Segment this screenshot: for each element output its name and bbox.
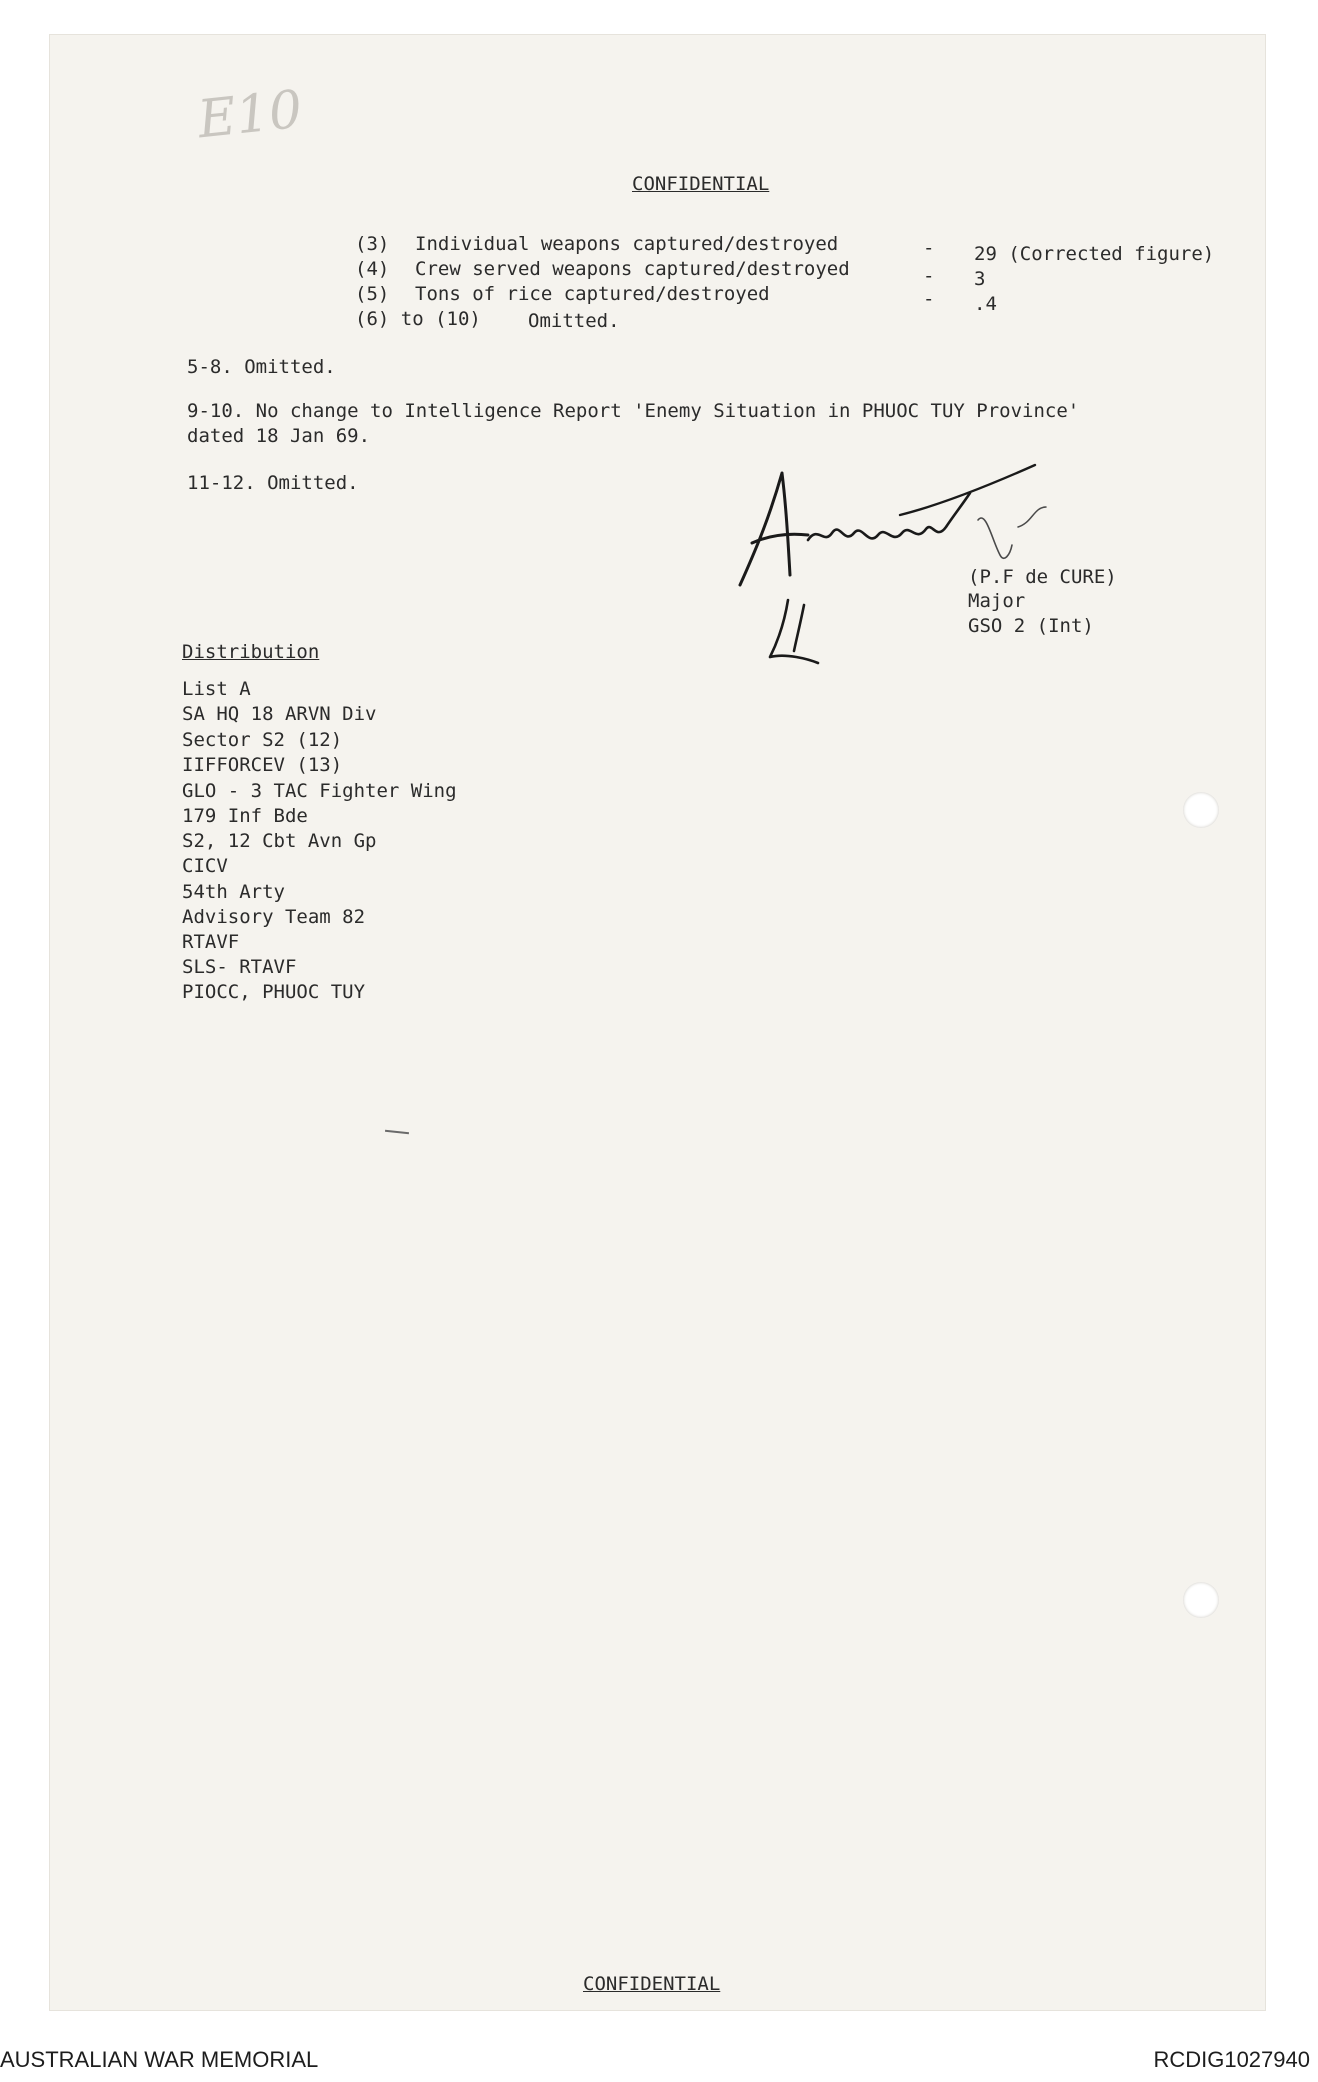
distribution-entry: Advisory Team 82	[182, 906, 366, 928]
archive-credit: AUSTRALIAN WAR MEMORIAL	[0, 2047, 319, 2072]
item-4-text: Crew served weapons captured/destroyed	[415, 258, 850, 280]
signatory-appointment: GSO 2 (Int)	[968, 615, 1094, 637]
distribution-entry: GLO - 3 TAC Fighter Wing	[182, 780, 457, 802]
distribution-entry: PIOCC, PHUOC TUY	[182, 981, 366, 1003]
item-3-number: (3)	[355, 233, 390, 255]
distribution-entry: SA HQ 18 ARVN Div	[182, 703, 377, 725]
item-4-dash: -	[923, 265, 935, 287]
header-classification: CONFIDENTIAL	[632, 173, 770, 195]
distribution-entry: Sector S2 (12)	[182, 729, 343, 751]
distribution-entry: SLS- RTAVF	[182, 956, 297, 978]
pencil-annotation: E10	[195, 79, 305, 151]
signatory-rank: Major	[968, 590, 1026, 612]
item-3-text: Individual weapons captured/destroyed	[415, 233, 839, 255]
distribution-entry: CICV	[182, 855, 228, 877]
item-6-10-text: Omitted.	[528, 310, 620, 332]
item-5-text: Tons of rice captured/destroyed	[415, 283, 770, 305]
item-6-10-number: (6) to (10)	[355, 308, 481, 330]
archive-reference: RCDIG1027940	[1153, 2047, 1310, 2072]
handwritten-signature	[700, 445, 1260, 685]
punch-hole-top	[1183, 792, 1219, 828]
item-5-value: .4	[974, 293, 997, 315]
punch-hole-bottom	[1183, 1582, 1219, 1618]
distribution-heading: Distribution	[182, 641, 320, 663]
distribution-entry: 179 Inf Bde	[182, 805, 308, 827]
distribution-entry: IIFFORCEV (13)	[182, 754, 343, 776]
item-3-dash: -	[923, 237, 935, 259]
item-5-dash: -	[923, 288, 935, 310]
para-5-8: 5-8. Omitted.	[187, 356, 336, 378]
para-11-12: 11-12. Omitted.	[187, 472, 359, 494]
distribution-entry: RTAVF	[182, 931, 240, 953]
stray-mark	[385, 1130, 409, 1134]
document-page	[50, 35, 1265, 2010]
item-5-number: (5)	[355, 283, 390, 305]
item-4-value: 3	[974, 268, 986, 290]
distribution-entry: 54th Arty	[182, 881, 285, 903]
para-9-10-line2: dated 18 Jan 69.	[187, 425, 371, 447]
footer-classification: CONFIDENTIAL	[583, 1973, 721, 1995]
signatory-name: (P.F de CURE)	[968, 566, 1117, 588]
item-4-number: (4)	[355, 258, 390, 280]
item-3-value: 29 (Corrected figure)	[974, 243, 1215, 265]
distribution-entry: S2, 12 Cbt Avn Gp	[182, 830, 377, 852]
para-9-10-line1: 9-10. No change to Intelligence Report 'Enemy Situation in PHUOC TUY Province'	[187, 400, 1080, 422]
distribution-entry: List A	[182, 678, 251, 700]
